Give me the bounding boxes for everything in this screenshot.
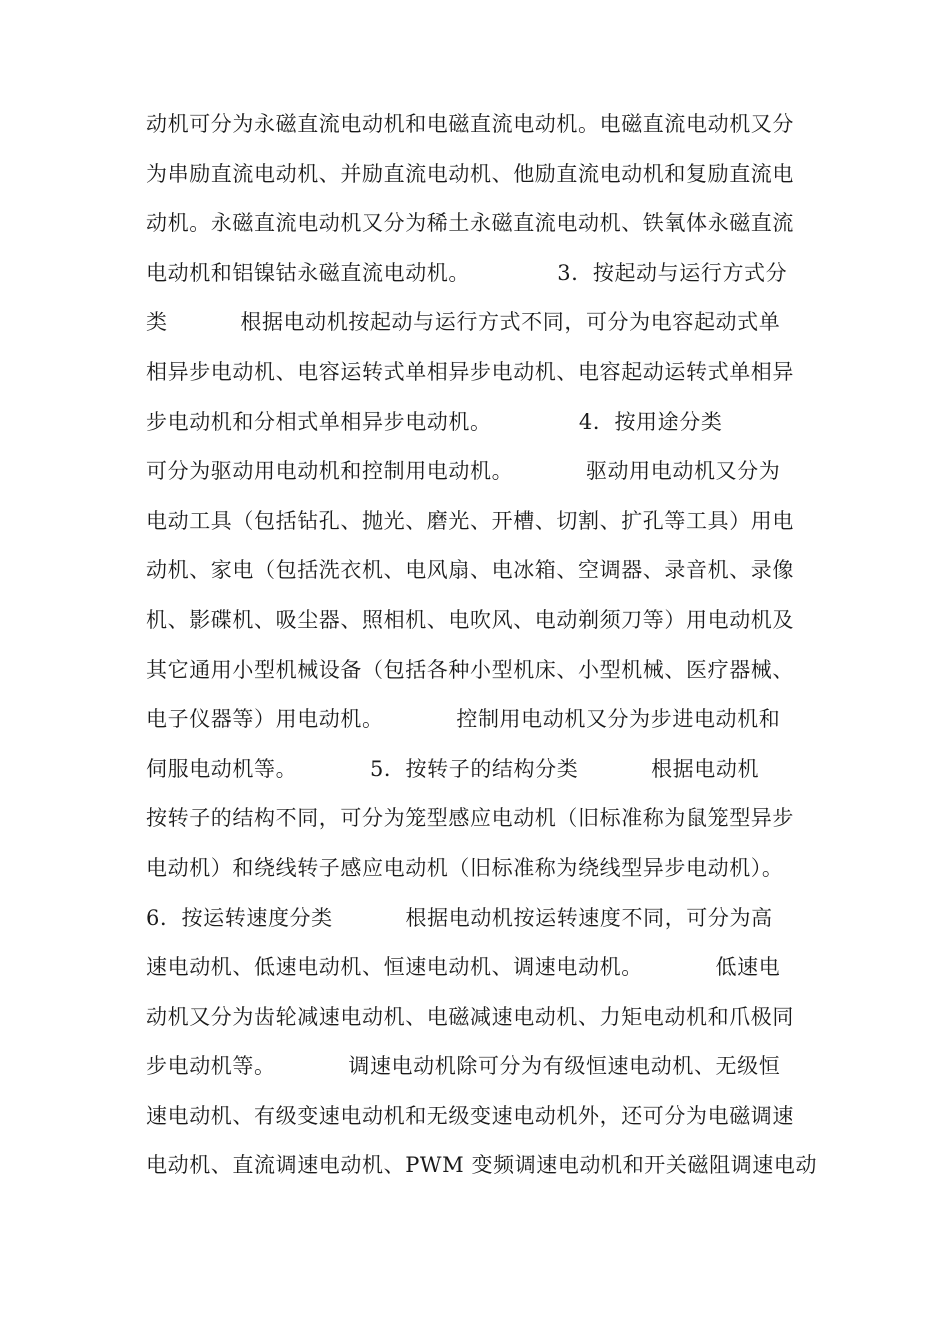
body-text [146,104,826,1195]
text-line-11: 机、影碟机、吸尘器、照相机、电吹风、电动剃须刀等）用电动机及 [146,607,794,632]
text-line-9: 电动工具（包括钻孔、抛光、磨光、开槽、切割、扩孔等工具）用电 [146,508,794,533]
text-line-21: 速电动机、有级变速电动机和无级变速电动机外，还可分为电磁调速 [146,1103,794,1128]
text-line-3: 动机。永磁直流电动机又分为稀土永磁直流电动机、铁氧体永磁直流 [146,211,794,236]
text-line-20: 步电动机等。 调速电动机除可分为有级恒速电动机、无级恒 [146,1054,781,1079]
text-line-19: 动机又分为齿轮减速电动机、电磁减速电动机、力矩电动机和爪极同 [146,1004,794,1029]
text-line-6: 相异步电动机、电容运转式单相异步电动机、电容起动运转式单相异 [146,359,794,384]
text-line-16: 电动机）和绕线转子感应电动机（旧标准称为绕线型异步电动机）。 [146,855,784,880]
text-line-10: 动机、家电（包括洗衣机、电风扇、电冰箱、空调器、录音机、录像 [146,558,794,583]
text-line-8: 可分为驱动用电动机和控制用电动机。 驱动用电动机又分为 [146,459,781,484]
text-line-2: 为串励直流电动机、并励直流电动机、他励直流电动机和复励直流电 [146,161,794,186]
text-line-15: 按转子的结构不同，可分为笼型感应电动机（旧标准称为鼠笼型异步 [146,806,794,831]
text-line-18: 速电动机、低速电动机、恒速电动机、调速电动机。 低速电 [146,955,781,980]
text-line-7: 步电动机和分相式单相异步电动机。 4．按用途分类 [146,409,723,434]
text-line-17: 6．按运转速度分类 根据电动机按运转速度不同，可分为高 [146,905,773,930]
text-line-22: 电动机、直流调速电动机、PWM 变频调速电动机和开关磁阻调速电动 [146,1153,818,1178]
text-line-5: 类 根据电动机按起动与运行方式不同，可分为电容起动式单 [146,310,781,335]
text-line-1: 动机可分为永磁直流电动机和电磁直流电动机。电磁直流电动机又分 [146,112,794,136]
text-line-4: 电动机和铝镍钴永磁直流电动机。 3．按起动与运行方式分 [146,260,788,285]
text-line-13: 电子仪器等）用电动机。 控制用电动机又分为步进电动机和 [146,707,781,732]
text-line-14: 伺服电动机等。 5．按转子的结构分类 根据电动机 [146,756,760,781]
text-line-12: 其它通用小型机械设备（包括各种小型机床、小型机械、医疗器械、 [146,657,794,682]
